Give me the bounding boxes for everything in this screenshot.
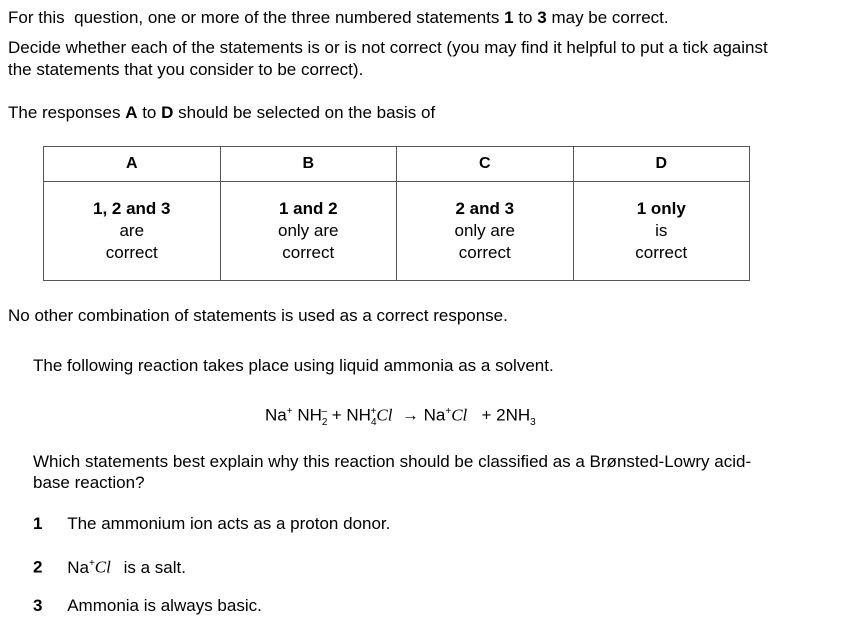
eq-operator: + xyxy=(481,405,492,425)
cell-statements: 1 and 2 xyxy=(278,199,338,218)
intro-text: The responses xyxy=(8,103,121,122)
column-header-a: A xyxy=(44,147,221,182)
statement-text: The ammonium ion acts as a proton donor. xyxy=(67,514,391,533)
statement-number: 3 xyxy=(33,596,43,615)
question-line-2: base reaction? xyxy=(33,473,145,492)
response-cell-d xyxy=(573,182,750,281)
column-header-c: C xyxy=(397,147,574,182)
response-cell-b xyxy=(220,182,397,281)
statement-text: Ammonia is always basic. xyxy=(67,596,262,615)
intro-text: should be selected on the basis of xyxy=(178,103,436,122)
eq-subscript: 2 xyxy=(321,417,328,429)
statement-text: is a salt. xyxy=(123,557,186,577)
cell-text: only are xyxy=(278,221,339,240)
eq-text: NH xyxy=(346,405,371,425)
response-letter: D xyxy=(161,103,174,122)
eq-text: NH xyxy=(297,405,322,425)
statement-number: 1 xyxy=(504,8,514,27)
eq-charge: – xyxy=(321,406,327,417)
question-line-1: Which statements best explain why this reaction should be classified as a Brønsted-Lowry acid- xyxy=(33,452,752,471)
table-header-row xyxy=(44,147,750,182)
column-header-b: B xyxy=(220,147,397,182)
cell-statements: 1, 2 and 3 xyxy=(93,199,171,218)
eq-operator: + xyxy=(331,405,342,425)
statement-3 xyxy=(33,596,262,616)
intro-line-2: Decide whether each of the statements is or is not correct (you may find it helpful to put a tick against xyxy=(8,38,768,57)
eq-charge: + xyxy=(445,406,452,417)
response-cell-a xyxy=(44,182,221,281)
response-cell-c xyxy=(397,182,574,281)
cell-text: are xyxy=(119,221,145,240)
statement-2 xyxy=(33,554,186,578)
eq-subscript: 4 xyxy=(370,417,377,429)
reaction-equation xyxy=(265,402,536,433)
reaction-arrow-icon: → xyxy=(401,405,419,425)
cell-text: correct xyxy=(635,243,688,262)
cell-text: correct xyxy=(282,243,335,262)
intro-text: to xyxy=(142,103,157,122)
cell-text: correct xyxy=(458,243,511,262)
cell-text: only are xyxy=(454,221,515,240)
cell-statements: 2 and 3 xyxy=(455,199,515,218)
statement-number: 1 xyxy=(33,514,43,533)
intro-line-3: the statements that you consider to be correct). xyxy=(8,60,364,79)
intro-text: to xyxy=(518,8,533,27)
intro-text: may be correct. xyxy=(551,8,669,27)
eq-charge: + xyxy=(88,558,95,569)
statement-number: 2 xyxy=(33,557,43,577)
intro-line-1 xyxy=(8,8,669,28)
intro-line-4 xyxy=(8,103,435,123)
response-letter: A xyxy=(125,103,138,122)
column-header-d: D xyxy=(573,147,750,182)
eq-text: Na xyxy=(423,405,446,425)
cell-text: is xyxy=(655,221,668,240)
statement-text: Na xyxy=(67,557,89,577)
table-row xyxy=(44,182,750,281)
eq-text: Cl xyxy=(451,405,468,425)
intro-text: For this xyxy=(8,8,65,27)
response-key-table xyxy=(43,146,750,281)
statement-text: Cl xyxy=(94,557,111,577)
eq-charge: + xyxy=(286,406,293,417)
eq-text: Na xyxy=(265,405,287,425)
intro-text: question, one or more of the three numbered statements xyxy=(74,8,500,27)
cell-statements: 1 only xyxy=(636,199,686,218)
eq-subscript: 3 xyxy=(530,417,536,429)
eq-text: Cl xyxy=(376,405,393,425)
eq-text: 2NH xyxy=(496,405,531,425)
statement-number: 3 xyxy=(537,8,547,27)
eq-charge: + xyxy=(370,406,377,417)
no-other-note: No other combination of statements is used as a correct response. xyxy=(8,306,508,325)
cell-text: correct xyxy=(105,243,158,262)
reaction-intro: The following reaction takes place using liquid ammonia as a solvent. xyxy=(33,356,554,375)
statement-1 xyxy=(33,514,390,534)
